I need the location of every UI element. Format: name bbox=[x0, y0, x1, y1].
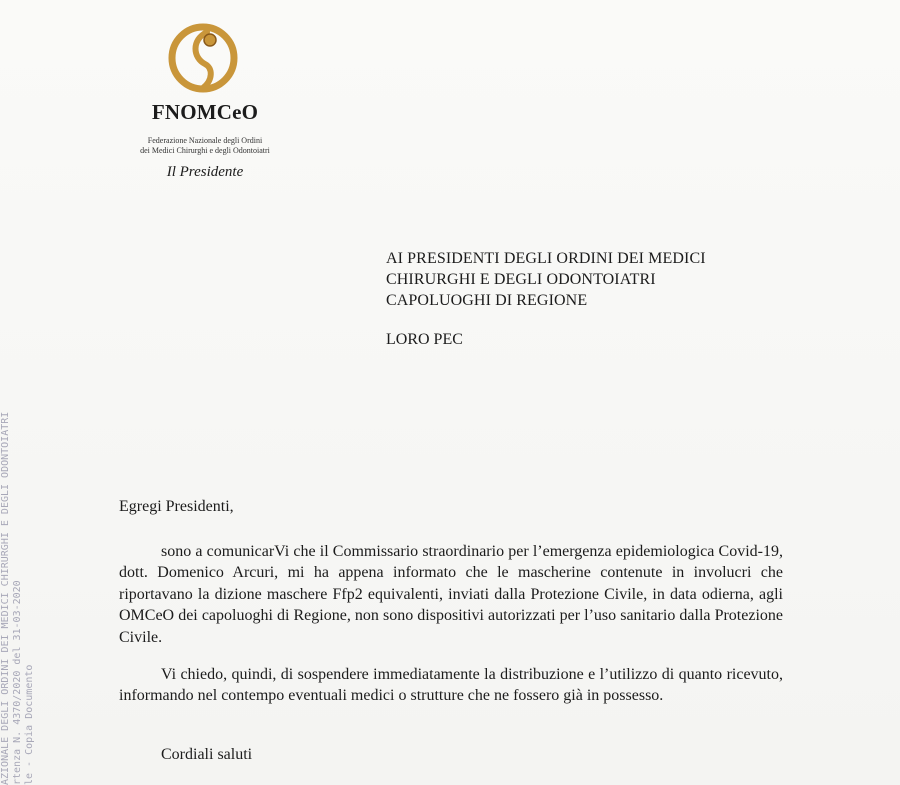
org-full-line-1: Federazione Nazionale degli Ordini bbox=[147, 136, 263, 145]
paragraph-1: sono a comunicarVi che il Commissario straordinario per l’emergenza epidemiologica Covid-19, dott. Domenico Arcuri, mi ha appena informato che le mascherine contenute in involucri che riportavano la dizione maschere Ffp2 equivalenti, inviati dalla Protezione Civile, in data odierna, agli OMCeO dei capoluoghi di Regione, non sono dispositivi autorizzati per l’uso sanitario dalla Protezione Civile. bbox=[119, 543, 783, 646]
stamp-line-3: le - Copia Documento bbox=[24, 664, 35, 785]
delivery-method: LORO PEC bbox=[386, 331, 463, 348]
fnomceo-logo-icon bbox=[163, 18, 243, 98]
president-title: Il Presidente bbox=[166, 164, 244, 180]
protocol-stamp bbox=[0, 330, 60, 785]
addressee-line: CHIRURGHI E DEGLI ODONTOIATRI bbox=[386, 271, 656, 288]
addressee-block bbox=[386, 248, 706, 311]
closing: Cordiali saluti bbox=[161, 746, 253, 763]
org-full-line-2: dei Medici Chirurghi e degli Odontoiatri bbox=[140, 146, 270, 155]
addressee-line: CAPOLUOGHI DI REGIONE bbox=[386, 292, 588, 309]
org-full-name bbox=[105, 136, 305, 156]
org-acronym: FNOMCeO bbox=[151, 100, 259, 124]
paragraph-2: Vi chiedo, quindi, di sospendere immediatamente la distribuzione e l’utilizzo di quanto ricevuto, informando nel contempo eventuali medici o strutture che ne fossero già in possesso. bbox=[119, 666, 783, 705]
salutation: Egregi Presidenti, bbox=[119, 498, 234, 515]
stamp-line-1: AZIONALE DEGLI ORDINI DEI MEDICI CHIRURGHI E DEGLI ODONTOIATRI bbox=[0, 411, 11, 785]
stamp-line-2: rtenza N. 4370/2020 del 31-03-2020 bbox=[12, 580, 23, 785]
addressee-line: AI PRESIDENTI DEGLI ORDINI DEI MEDICI bbox=[386, 250, 706, 267]
